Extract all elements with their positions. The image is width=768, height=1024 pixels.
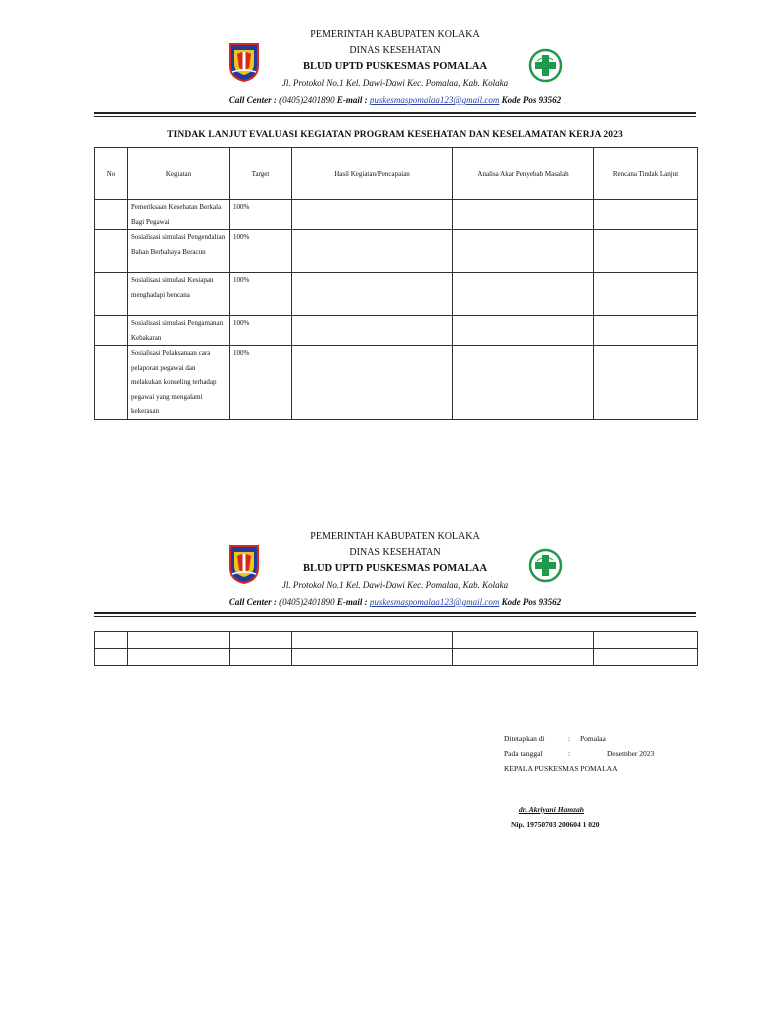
cell-rencana xyxy=(594,346,698,420)
cell-kegiatan xyxy=(128,230,230,273)
cell-target xyxy=(230,273,292,316)
table-row xyxy=(95,200,698,230)
ditetapkan-separator: : xyxy=(568,734,571,743)
table-row xyxy=(95,230,698,273)
table-row xyxy=(95,632,698,649)
cell-no xyxy=(95,200,128,230)
header-target: Target xyxy=(230,148,292,200)
cell-target xyxy=(230,230,292,273)
postal-code: Kode Pos 93562 xyxy=(501,95,562,105)
cell-hasil xyxy=(292,346,453,420)
cell-rencana xyxy=(594,230,698,273)
cell-hasil xyxy=(292,316,453,346)
kegiatan-text: Sosialisasi simulasi Pengamanan Kebakaran xyxy=(131,319,224,342)
cell-empty xyxy=(230,632,292,649)
target-text: 100% xyxy=(233,276,250,284)
cell-kegiatan xyxy=(128,316,230,346)
cell-no xyxy=(95,316,128,346)
letterhead-gov: PEMERINTAH KABUPATEN KOLAKA xyxy=(310,531,480,542)
continuation-table xyxy=(94,631,698,666)
call-center-label: Call Center : xyxy=(228,95,277,105)
cell-kegiatan xyxy=(128,200,230,230)
cell-empty xyxy=(128,649,230,666)
header-no: No xyxy=(95,148,128,200)
letterhead-dept: DINAS KESEHATAN xyxy=(349,45,441,56)
cell-empty xyxy=(230,649,292,666)
cell-analisa xyxy=(453,316,594,346)
cell-hasil xyxy=(292,200,453,230)
email-label: E-mail : xyxy=(336,597,368,607)
cell-no xyxy=(95,273,128,316)
letterhead-rule-thin xyxy=(94,616,696,617)
ditetapkan-label: Ditetapkan di xyxy=(504,734,545,743)
cell-empty xyxy=(128,632,230,649)
letterhead-dept: DINAS KESEHATAN xyxy=(349,547,441,558)
cell-rencana xyxy=(594,273,698,316)
tanggal-label: Pada tanggal xyxy=(504,749,543,758)
cell-no xyxy=(95,230,128,273)
cell-hasil xyxy=(292,273,453,316)
target-text: 100% xyxy=(233,349,250,357)
table-row xyxy=(95,316,698,346)
letterhead-gov: PEMERINTAH KABUPATEN KOLAKA xyxy=(310,29,480,40)
cell-empty xyxy=(594,649,698,666)
cell-analisa xyxy=(453,346,594,420)
health-cross-logo-icon xyxy=(528,548,563,583)
kegiatan-text: Sosialisasi simulasi Pengendalian Bahan Berbahaya Beracun xyxy=(131,233,226,256)
cell-target xyxy=(230,316,292,346)
letterhead-contact xyxy=(94,598,696,607)
letterhead-address: Jl. Protokol No.1 Kel. Dawi-Dawi Kec. Pomalaa, Kab. Kolaka xyxy=(281,580,509,590)
evaluation-table xyxy=(94,147,698,420)
signatory-position: KEPALA PUSKESMAS POMALAA xyxy=(504,764,618,773)
cell-empty xyxy=(292,649,453,666)
letterhead-rule-thick xyxy=(94,112,696,114)
kolaka-regency-logo-icon xyxy=(228,42,260,82)
kegiatan-text: Sosialisasi simulasi Kesiapan menghadapi bencana xyxy=(131,276,214,299)
call-center-number: (0405)2401890 xyxy=(279,95,335,105)
cell-hasil xyxy=(292,230,453,273)
letterhead-rule-thin xyxy=(94,116,696,117)
postal-code: Kode Pos 93562 xyxy=(501,597,562,607)
header-rencana: Rencana Tindak Lanjut xyxy=(594,148,698,200)
letterhead-org: BLUD UPTD PUSKESMAS POMALAA xyxy=(302,61,488,72)
cell-empty xyxy=(95,649,128,666)
cell-empty xyxy=(594,632,698,649)
table-header-row xyxy=(95,148,698,200)
header-hasil: Hasil Kegiatan/Pencapaian xyxy=(292,148,453,200)
call-center-label: Call Center : xyxy=(228,597,277,607)
letterhead-bottom xyxy=(94,530,696,622)
cell-no xyxy=(95,346,128,420)
cell-empty xyxy=(292,632,453,649)
cell-empty xyxy=(453,632,594,649)
ditetapkan-place: Pomalaa xyxy=(580,734,606,743)
cell-target xyxy=(230,346,292,420)
cell-kegiatan xyxy=(128,273,230,316)
email-label: E-mail : xyxy=(336,95,368,105)
letterhead-org: BLUD UPTD PUSKESMAS POMALAA xyxy=(302,563,488,574)
cell-rencana xyxy=(594,200,698,230)
letterhead-contact xyxy=(94,96,696,105)
letterhead-rule-thick xyxy=(94,612,696,614)
tanggal-separator: : xyxy=(568,749,571,758)
cell-rencana xyxy=(594,316,698,346)
target-text: 100% xyxy=(233,319,250,327)
cell-empty xyxy=(453,649,594,666)
email-link[interactable]: puskesmaspomalaa123@gmail.com xyxy=(369,597,500,607)
header-analisa: Analisa Akar Penyebab Masalah xyxy=(453,148,594,200)
header-kegiatan: Kegiatan xyxy=(128,148,230,200)
health-cross-logo-icon xyxy=(528,48,563,83)
cell-analisa xyxy=(453,230,594,273)
target-text: 100% xyxy=(233,203,250,211)
document-title: TINDAK LANJUT EVALUASI KEGIATAN PROGRAM KESEHATAN DAN KESELAMATAN KERJA 2023 xyxy=(167,130,623,140)
table-row xyxy=(95,346,698,420)
email-link[interactable]: puskesmaspomalaa123@gmail.com xyxy=(369,95,500,105)
letterhead-top xyxy=(94,28,696,120)
target-text: 100% xyxy=(233,233,250,241)
kegiatan-text: Pemeriksaan Kesehatan Berkala Bagi Pegawai xyxy=(131,203,222,226)
cell-target xyxy=(230,200,292,230)
kolaka-regency-logo-icon xyxy=(228,544,260,584)
table-row xyxy=(95,273,698,316)
tanggal-date: Desember 2023 xyxy=(607,749,655,758)
cell-analisa xyxy=(453,200,594,230)
letterhead-address: Jl. Protokol No.1 Kel. Dawi-Dawi Kec. Pomalaa, Kab. Kolaka xyxy=(281,78,509,88)
table-row xyxy=(95,649,698,666)
cell-analisa xyxy=(453,273,594,316)
signatory-name: dr. Akriyani Hamzah xyxy=(519,805,584,814)
signatory-nip: Nip. 19750703 200604 1 020 xyxy=(511,820,600,829)
call-center-number: (0405)2401890 xyxy=(279,597,335,607)
cell-empty xyxy=(95,632,128,649)
cell-kegiatan xyxy=(128,346,230,420)
kegiatan-text: Sosialisasi Pelaksanaan cara pelaporan pegawai dan melakukan konseling terhadap pegawai yang mengalami kekerasan xyxy=(131,349,217,415)
